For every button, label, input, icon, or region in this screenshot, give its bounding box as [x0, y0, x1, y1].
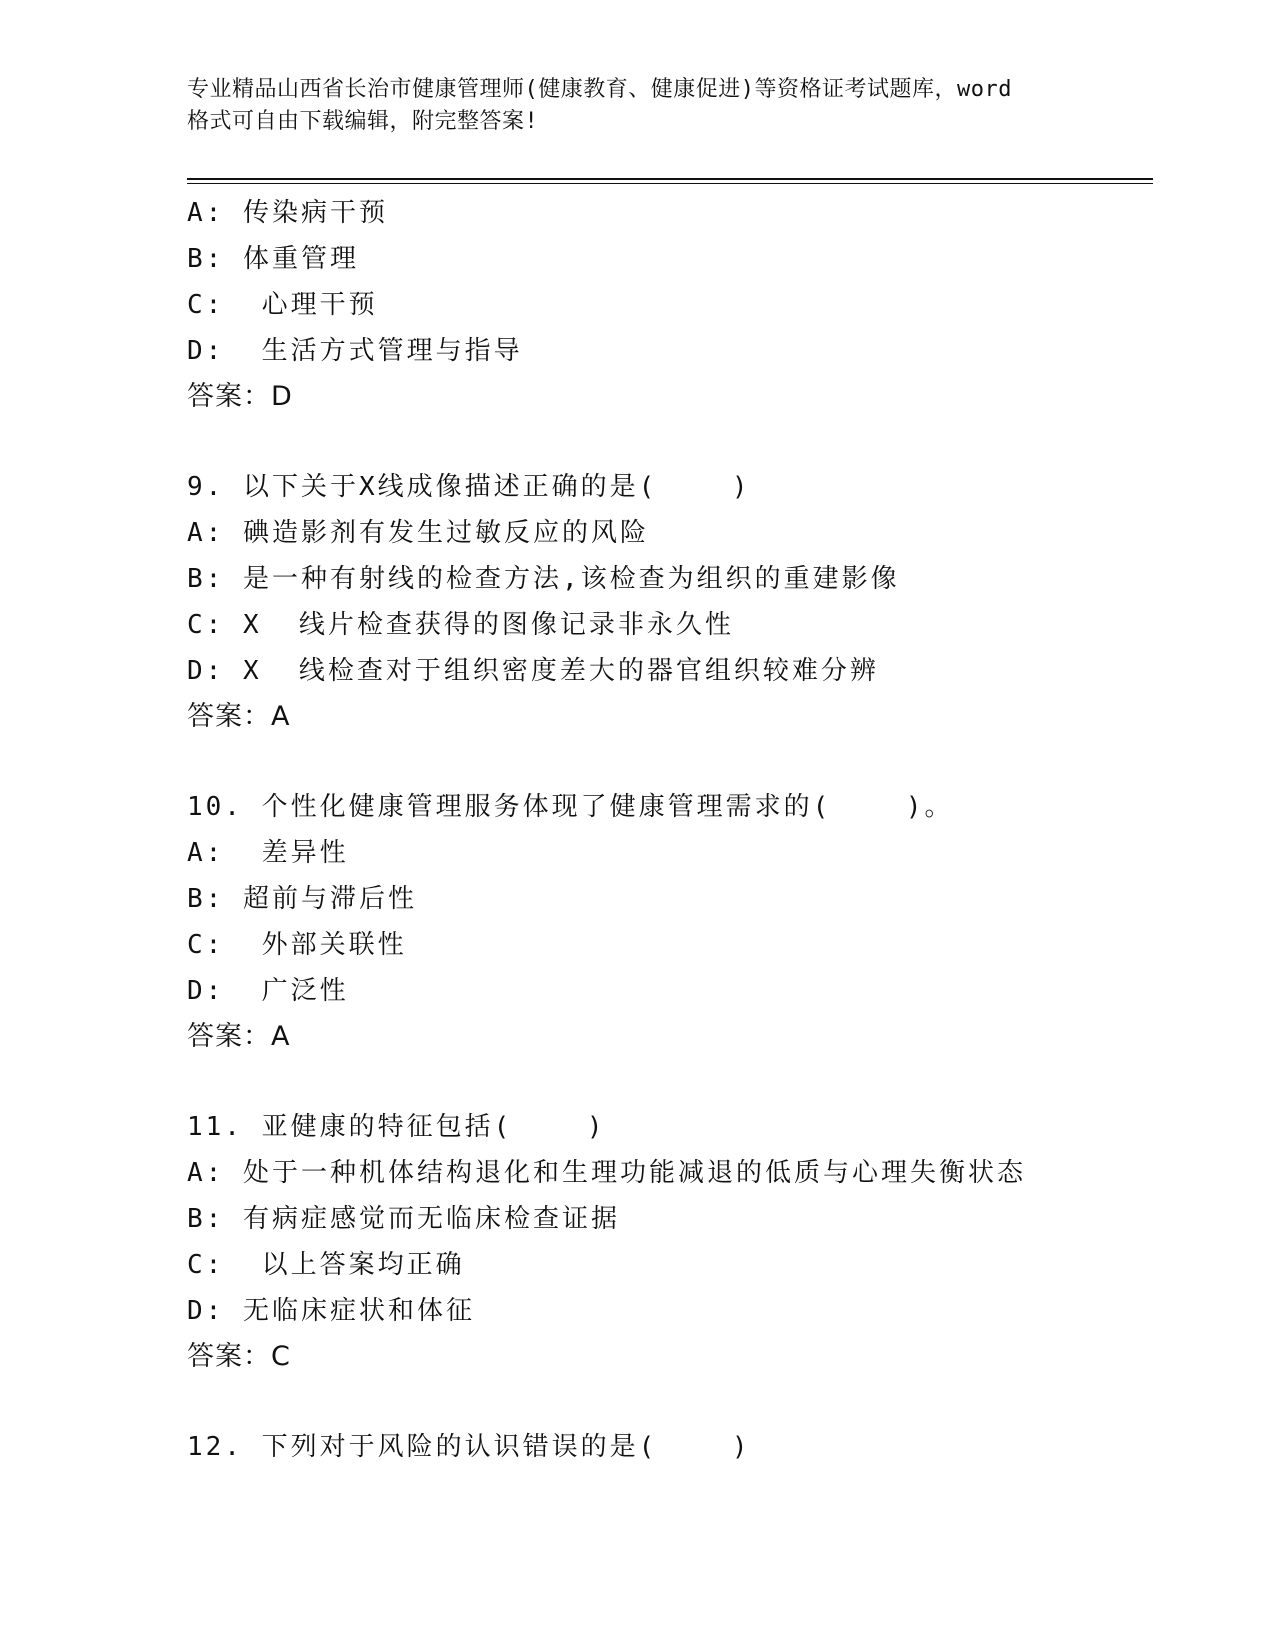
header-line-2: 格式可自由下载编辑，附完整答案!	[187, 109, 539, 134]
question-10	[187, 784, 1187, 1060]
question-list	[187, 190, 1187, 1470]
option-a: A: 处于一种机体结构退化和生理功能减退的低质与心理失衡状态	[187, 1158, 1026, 1188]
header-divider-thin	[187, 183, 1153, 184]
question-11	[187, 1104, 1187, 1380]
question-12	[187, 1424, 1187, 1470]
document-header	[187, 74, 1087, 138]
answer: 答案：D	[187, 381, 293, 412]
option-b: B: 超前与滞后性	[187, 884, 417, 914]
question-text: 10. 个性化健康管理服务体现了健康管理需求的( )。	[187, 792, 954, 822]
option-c: C: 心理干预	[187, 290, 378, 320]
answer: 答案：A	[187, 1021, 291, 1052]
header-line-1: 专业精品山西省长治市健康管理师(健康教育、健康促进)等资格证考试题库，word	[187, 77, 1012, 102]
answer: 答案：A	[187, 701, 291, 732]
option-c: C: 外部关联性	[187, 930, 407, 960]
question-text: 11. 亚健康的特征包括( )	[187, 1112, 606, 1142]
question-text: 12. 下列对于风险的认识错误的是( )	[187, 1432, 751, 1462]
option-c: C: 以上答案均正确	[187, 1250, 465, 1280]
question-9	[187, 464, 1187, 740]
option-a: A: 传染病干预	[187, 198, 388, 228]
question-text: 9. 以下关于X线成像描述正确的是( )	[187, 472, 751, 502]
option-d: D: X 线检查对于组织密度差大的器官组织较难分辨	[187, 656, 879, 686]
option-d: D: 无临床症状和体征	[187, 1296, 475, 1326]
option-c: C: X 线片检查获得的图像记录非永久性	[187, 610, 734, 640]
option-b: B: 有病症感觉而无临床检查证据	[187, 1204, 620, 1234]
option-d: D: 生活方式管理与指导	[187, 336, 523, 366]
answer: 答案：C	[187, 1341, 291, 1372]
option-a: A: 碘造影剂有发生过敏反应的风险	[187, 518, 649, 548]
option-a: A: 差异性	[187, 838, 349, 868]
header-divider-thick	[187, 178, 1153, 180]
question-8	[187, 190, 1187, 420]
option-b: B: 是一种有射线的检查方法,该检查为组织的重建影像	[187, 564, 900, 594]
option-b: B: 体重管理	[187, 244, 359, 274]
option-d: D: 广泛性	[187, 976, 349, 1006]
